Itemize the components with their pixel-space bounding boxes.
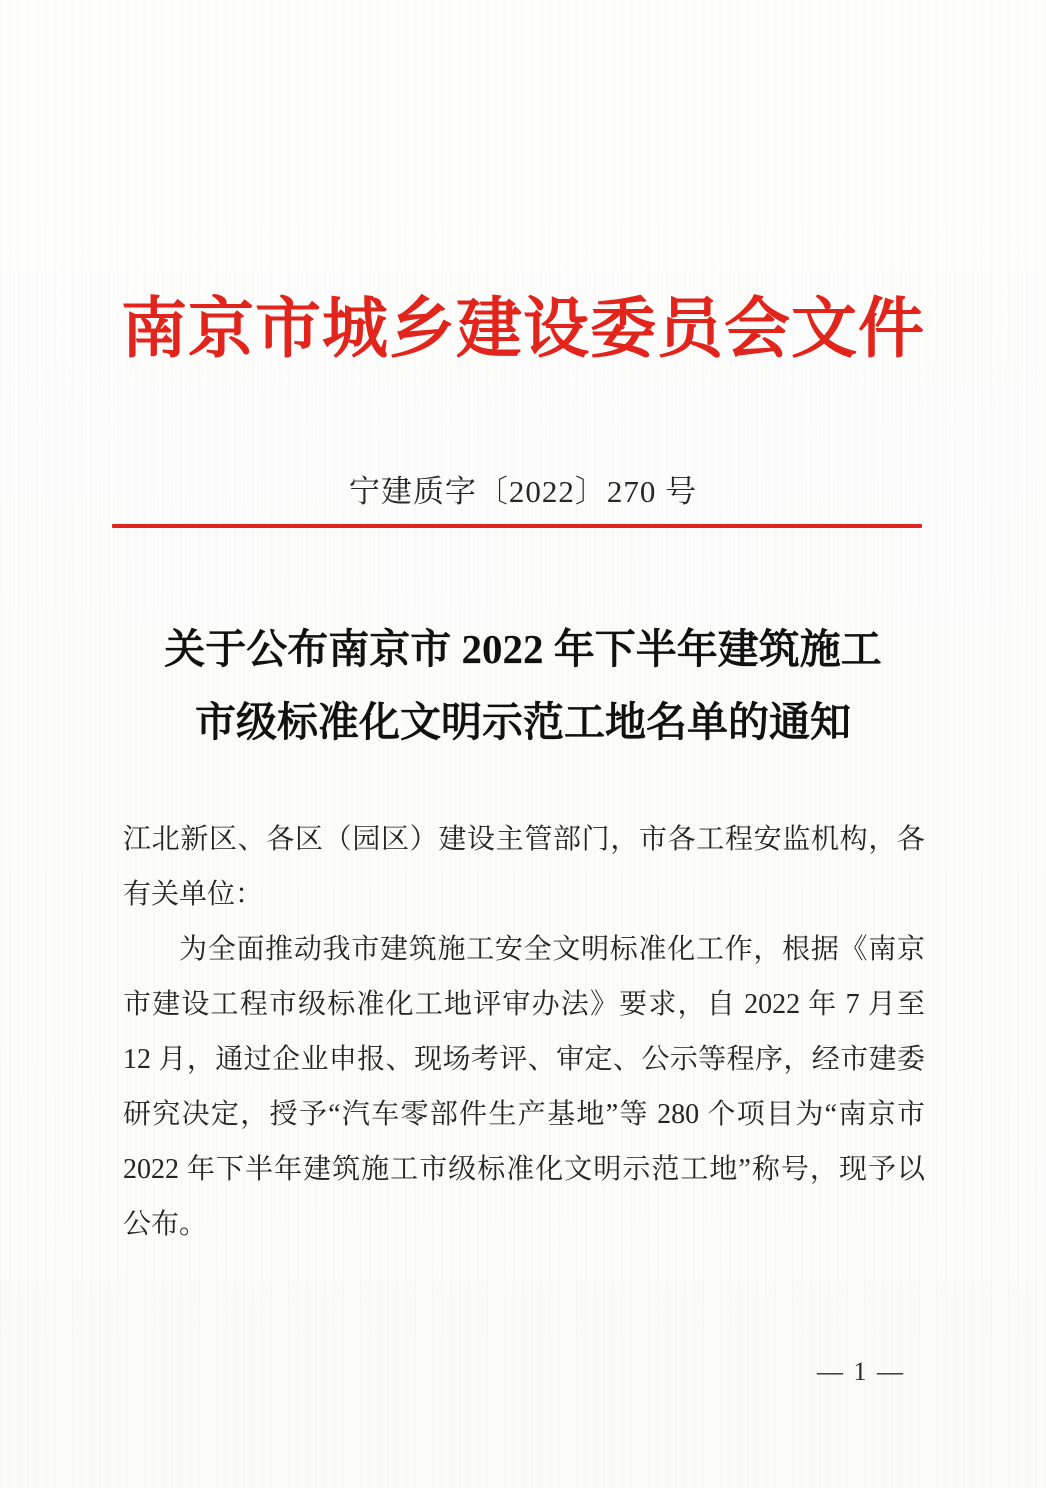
letterhead-title: 南京市城乡建设委员会文件 xyxy=(121,293,925,366)
body-line: 12 月，通过企业申报、现场考评、审定、公示等程序，经市建委 xyxy=(123,1044,925,1075)
body-line: 市建设工程市级标准化工地评审办法》要求，自 2022 年 7 月至 xyxy=(123,989,925,1020)
body-line-recipients-end: 有关单位： xyxy=(123,879,264,910)
document-title-line-2: 市级标准化文明示范工地名单的通知 xyxy=(195,699,851,745)
body-line: 研究决定，授予“汽车零部件生产基地”等 280 个项目为“南京市 xyxy=(123,1099,925,1130)
document-number: 宁建质字〔2022〕270 号 xyxy=(348,474,698,509)
document-title xyxy=(118,613,928,759)
document-body xyxy=(123,812,925,1252)
body-line: 2022 年下半年建筑施工市级标准化文明示范工地”称号，现予以 xyxy=(123,1154,925,1185)
body-line: 为全面推动我市建筑施工安全文明标准化工作，根据《南京 xyxy=(179,934,925,965)
document-title-line-1: 关于公布南京市 2022 年下半年建筑施工 xyxy=(164,626,882,672)
body-line-recipients: 江北新区、各区（园区）建设主管部门，市各工程安监机构，各 xyxy=(123,824,925,855)
red-divider-line xyxy=(112,524,922,528)
body-line-paragraph-end: 公布。 xyxy=(123,1209,208,1240)
page-number: — 1 — xyxy=(817,1357,905,1386)
